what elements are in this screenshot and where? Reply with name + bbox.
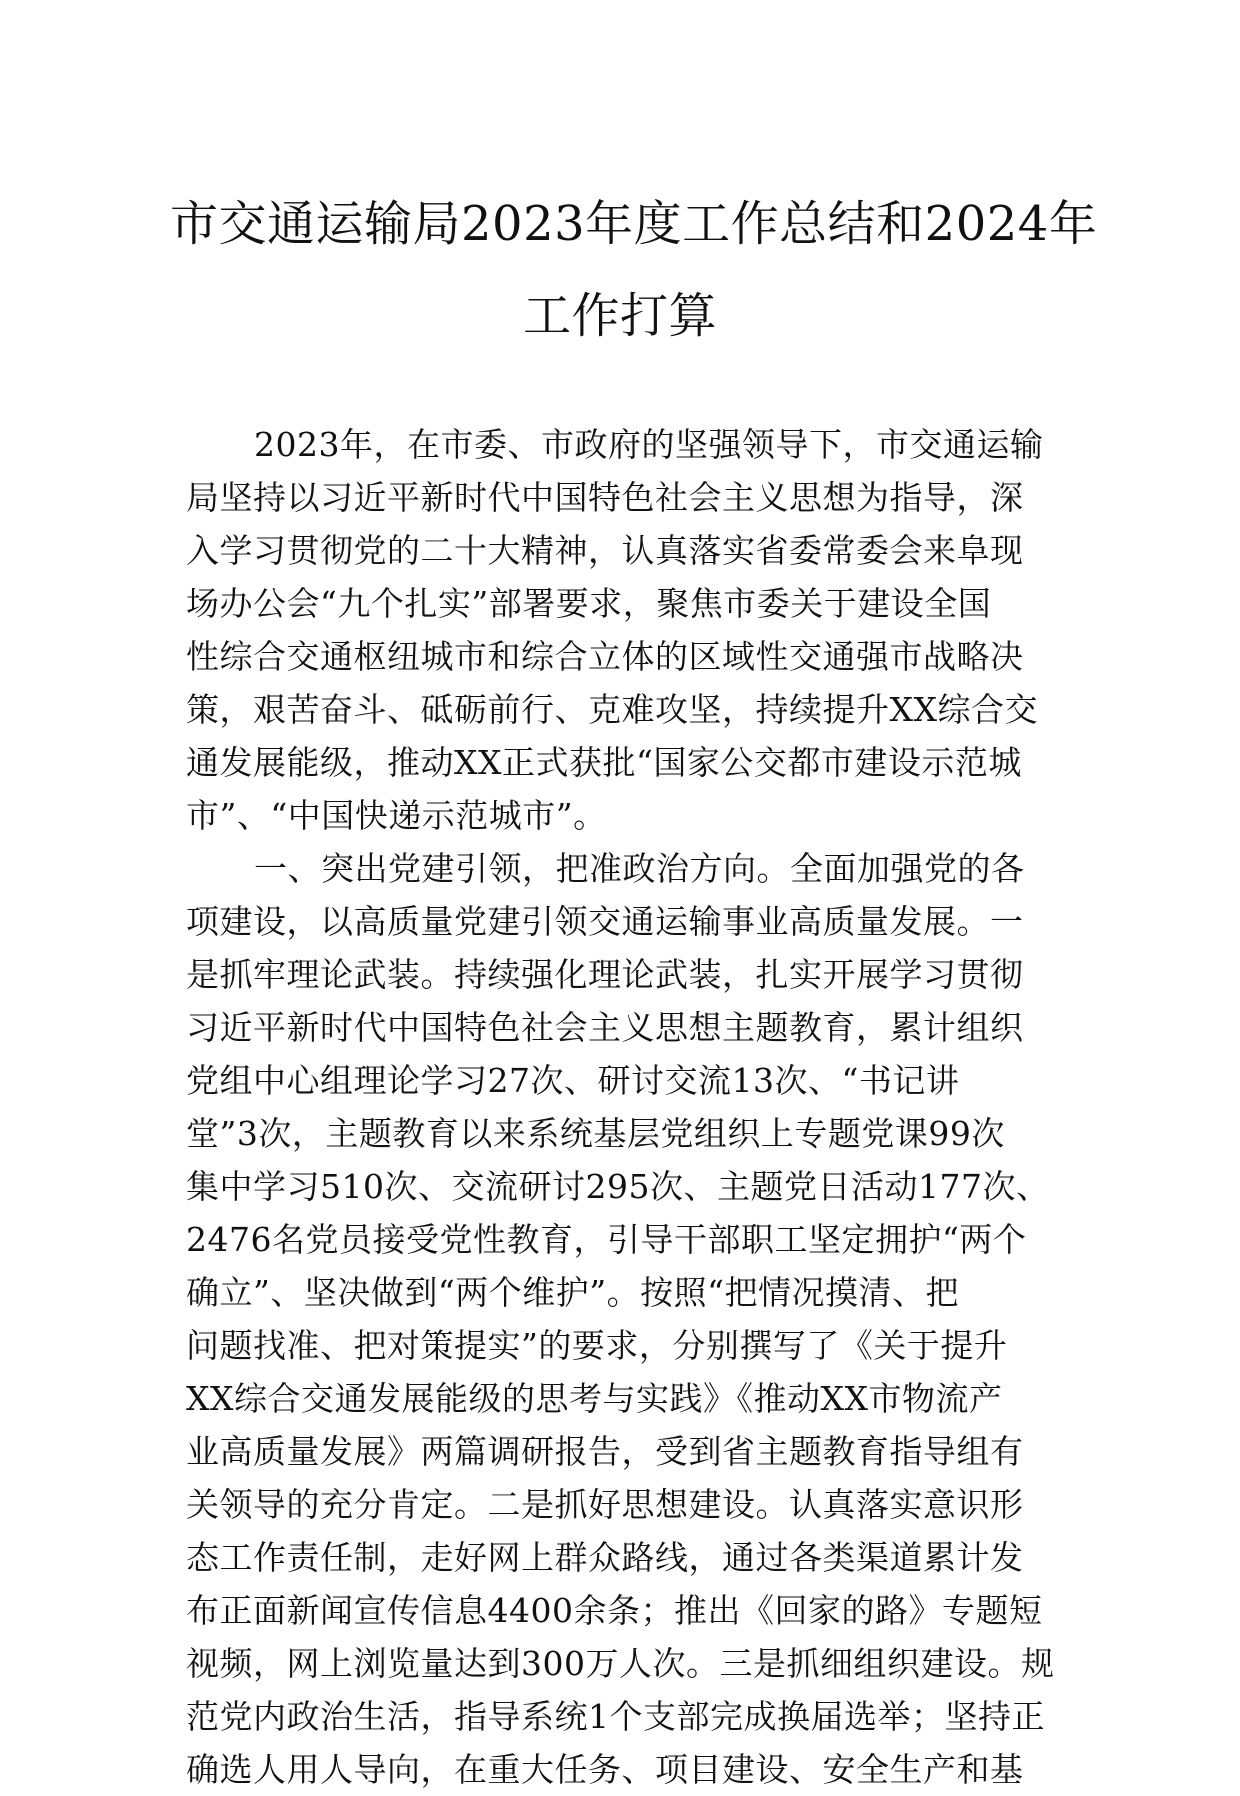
text-line: XX综合交通发展能级的思考与实践》《推动XX市物流产 — [186, 1379, 1003, 1418]
text-line: 2023年，在市委、市政府的坚强领导下，市交通运输 — [254, 425, 1044, 464]
text-line: 业高质量发展》两篇调研报告，受到省主题教育指导组有 — [186, 1432, 1024, 1471]
text-line: 市”、“中国快递示范城市”。 — [186, 796, 607, 835]
title-line: 工作打算 — [522, 288, 717, 344]
text-line: 入学习贯彻党的二十大精神，认真落实省委常委会来阜现 — [186, 531, 1024, 570]
text-line: 性综合交通枢纽城市和综合立体的区域性交通强市战略决 — [186, 637, 1024, 676]
text-line: 场办公会“九个扎实”部署要求，聚焦市委关于建设全国 — [186, 584, 992, 623]
text-line: 集中学习510次、交流研讨295次、主题党日活动177次、 — [186, 1167, 1050, 1206]
text-line: 一、突出党建引领，把准政治方向。全面加强党的各 — [254, 849, 1025, 888]
text-line: 布正面新闻宣传信息4400余条；推出《回家的路》专题短 — [186, 1591, 1043, 1630]
text-line: 关领导的充分肯定。二是抓好思想建设。认真落实意识形 — [186, 1485, 1024, 1524]
text-line: 通发展能级，推动XX正式获批“国家公交都市建设示范城 — [186, 743, 1022, 782]
paragraph-section-one — [186, 842, 1066, 1796]
text-line: 确选人用人导向，在重大任务、项目建设、安全生产和基 — [186, 1750, 1024, 1789]
text-line: 范党内政治生活，指导系统1个支部完成换届选举；坚持正 — [186, 1697, 1045, 1736]
text-line: 确立”、坚决做到“两个维护”。按照“把情况摸清、把 — [186, 1273, 959, 1312]
text-line: 习近平新时代中国特色社会主义思想主题教育，累计组织 — [186, 1008, 1024, 1047]
text-line: 策，艰苦奋斗、砥砺前行、克难攻坚，持续提升XX综合交 — [186, 690, 1038, 729]
text-line: 党组中心组理论学习27次、研讨交流13次、“书记讲 — [186, 1061, 960, 1100]
document-body — [186, 418, 1066, 1796]
text-line: 视频，网上浏览量达到300万人次。三是抓细组织建设。规 — [186, 1644, 1055, 1683]
text-line: 态工作责任制，走好网上群众路线，通过各类渠道累计发 — [186, 1538, 1024, 1577]
document-title — [170, 178, 1098, 362]
text-line: 堂”3次，主题教育以来系统基层党组织上专题党课99次 — [186, 1114, 1005, 1153]
text-line: 是抓牢理论武装。持续强化理论武装，扎实开展学习贯彻 — [186, 955, 1024, 994]
text-line: 2476名党员接受党性教育，引导干部职工坚定拥护“两个 — [186, 1220, 1027, 1259]
text-line: 项建设，以高质量党建引领交通运输事业高质量发展。一 — [186, 902, 1024, 941]
text-line: 问题找准、把对策提实”的要求，分别撰写了《关于提升 — [186, 1326, 1008, 1365]
paragraph-intro — [186, 418, 1066, 842]
text-line: 局坚持以习近平新时代中国特色社会主义思想为指导，深 — [186, 478, 1024, 517]
title-line: 市交通运输局2023年度工作总结和2024年 — [170, 196, 1098, 252]
